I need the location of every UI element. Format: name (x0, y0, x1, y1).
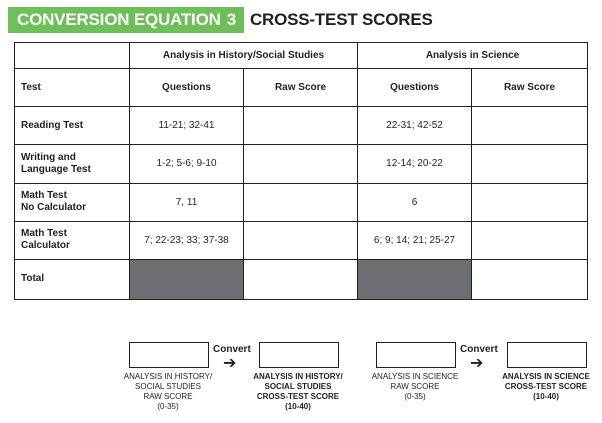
history-questions-cell: 7; 22-23; 33; 37-38 (130, 221, 244, 259)
science-cross-test-caption: ANALYSIS IN SCIENCE CROSS-TEST SCORE (10-40) (502, 372, 590, 401)
science-questions-header: Questions (358, 69, 472, 107)
page-title: CROSS-TEST SCORES (249, 10, 433, 29)
total-row (15, 259, 588, 299)
science-raw-score-cell[interactable] (472, 107, 588, 145)
history-raw-score-caption: ANALYSIS IN HISTORY/ SOCIAL STUDIES RAW SCORE (0-35) (123, 372, 213, 411)
table-row (15, 221, 588, 259)
right-arrow-icon: ➔ (470, 355, 484, 372)
row-label-reading: Reading Test (15, 107, 130, 145)
science-total-shaded-cell (358, 259, 472, 299)
science-group-header: Analysis in Science (358, 43, 588, 69)
science-cross-test-box[interactable] (507, 342, 587, 368)
history-total-shaded-cell (130, 259, 244, 299)
cross-test-scores-table (14, 42, 588, 300)
history-convert-label: Convert (213, 344, 251, 355)
history-cross-test-box[interactable] (259, 342, 339, 368)
science-questions-cell: 6; 9; 14; 21; 25-27 (358, 221, 472, 259)
history-raw-score-cell[interactable] (244, 145, 358, 183)
conversion-equation-badge (8, 7, 244, 33)
history-questions-cell: 1-2; 5-6; 9-10 (130, 145, 244, 183)
history-raw-score-cell[interactable] (244, 183, 358, 221)
page-header (8, 7, 433, 33)
table-row (15, 183, 588, 221)
badge-label: CONVERSION EQUATION (17, 10, 221, 29)
science-total-raw-score-cell[interactable] (472, 259, 588, 299)
science-questions-cell: 6 (358, 183, 472, 221)
row-label-math-no-calc: Math Test No Calculator (15, 183, 130, 221)
history-questions-cell: 11-21; 32-41 (130, 107, 244, 145)
history-raw-score-box[interactable] (129, 342, 209, 368)
science-raw-score-header: Raw Score (472, 69, 588, 107)
empty-corner-cell (15, 43, 130, 69)
history-group-header: Analysis in History/Social Studies (130, 43, 358, 69)
science-raw-score-cell[interactable] (472, 221, 588, 259)
science-questions-cell: 22-31; 42-52 (358, 107, 472, 145)
history-raw-score-cell[interactable] (244, 107, 358, 145)
science-questions-cell: 12-14; 20-22 (358, 145, 472, 183)
science-raw-score-caption: ANALYSIS IN SCIENCE RAW SCORE (0-35) (371, 372, 459, 401)
history-raw-score-cell[interactable] (244, 221, 358, 259)
test-column-header: Test (15, 69, 130, 107)
badge-number: 3 (226, 10, 236, 29)
science-raw-score-cell[interactable] (472, 145, 588, 183)
science-raw-score-cell[interactable] (472, 183, 588, 221)
right-arrow-icon: ➔ (223, 355, 237, 372)
table-row (15, 107, 588, 145)
row-label-total: Total (15, 259, 130, 299)
science-convert-label: Convert (460, 344, 498, 355)
history-questions-header: Questions (130, 69, 244, 107)
history-raw-score-header: Raw Score (244, 69, 358, 107)
table-row (15, 145, 588, 183)
history-questions-cell: 7, 11 (130, 183, 244, 221)
history-total-raw-score-cell[interactable] (244, 259, 358, 299)
row-label-writing: Writing and Language Test (15, 145, 130, 183)
science-raw-score-box[interactable] (376, 342, 456, 368)
history-cross-test-caption: ANALYSIS IN HISTORY/ SOCIAL STUDIES CROSS-TEST SCORE (10-40) (253, 372, 343, 411)
row-label-math-calc: Math Test Calculator (15, 221, 130, 259)
